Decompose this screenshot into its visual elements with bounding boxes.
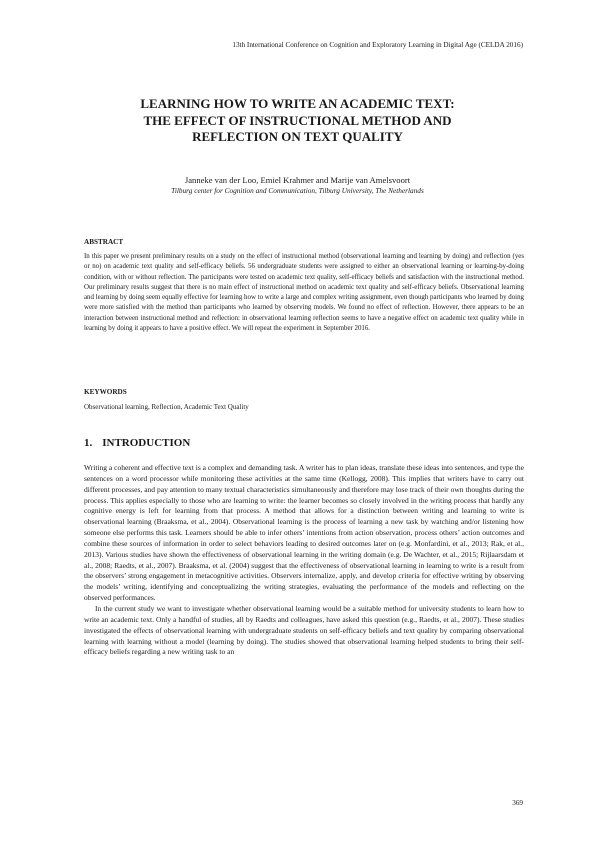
section-number: 1. (84, 437, 93, 449)
page-number: 369 (512, 799, 523, 807)
abstract-heading: ABSTRACT (84, 238, 124, 246)
keywords-text: Observational learning, Reflection, Academic Text Quality (84, 403, 249, 411)
paper-title-line: REFLECTION ON TEXT QUALITY (192, 129, 403, 144)
paper-title (60, 96, 535, 146)
paper-title-line: LEARNING HOW TO WRITE AN ACADEMIC TEXT: (140, 96, 455, 111)
body-paragraph: In the current study we want to investigate whether observational learning would be a suitable method for university students to learn how to write an academic text. Only a handful of studies, all by Raedts and colleagues, have asked this question (e.g., Raedts, et al., 2007). These studies investigated the effects of observational learning with undergraduate students on self-efficacy beliefs and text quality by comparing observational learning with learning without a model (learning by doing). The studies showed that observational learning helped students to bring their self-efficacy beliefs regarding a new writing task to an (84, 603, 524, 657)
introduction-body (84, 463, 524, 658)
abstract-text: In this paper we present preliminary results on a study on the effect of instructional method (observational learning and learning by doing) and reflection (yes or no) on academic text quality and self-efficacy beliefs. 56 undergraduate students were assigned to either an observational learning or learning-by-doing condition, with or without reflection. The participants were tested on academic text quality, self-efficacy beliefs and satisfaction with the instructional method. Our preliminary results suggest that there is no main effect of instructional method on academic text quality and self-efficacy beliefs. Observational learning and learning by doing seem equally effective for learning how to write a large and complex writing assignment, even though participants who learned by doing were more satisfied with the method than participants who learned by observing models. We found no effect of reflection. However, there appears to be an interaction between instructional method and reflection: in observational learning reflection seems to have a negative effect on academic text quality while in learning by doing it appears to have a positive effect. We will repeat the experiment in September 2016. (84, 253, 524, 333)
paper-title-line: THE EFFECT OF INSTRUCTIONAL METHOD AND (143, 112, 452, 128)
author-affiliation: Tilburg center for Cognition and Communication, Tilburg University, The Netherlands (171, 186, 424, 195)
author-list: Janneke van der Loo, Emiel Krahmer and Marije van Amelsvoort (184, 175, 411, 185)
section-title: INTRODUCTION (102, 437, 191, 449)
body-paragraph: Writing a coherent and effective text is a complex and demanding task. A writer has to plan ideas, translate these ideas into sentences, and type the sentences on a word processor while monitoring these activities at the same time (Kellogg, 2008). This implies that writers have to carry out different processes, and pay attention to many textual characteristics simultaneously and therefore may lose track of their own thoughts during the process. This applies especially to those who are learning to write: the learner becomes so closely involved in the writing process that hardly any cognitive energy is left for learning from that process. A method that allows for a distinction between writing and learning to write is observational learning (Braaksma, et al., 2004). Observational learning is the process of learning a new task by watching and/or listening how someone else performs this task. Learners should be able to infer others’ intentions from action observation, process others’ action outcomes and combine these sources of information in order to select behaviors leading to desired outcomes later on (e.g. Monfardini, et al., 2013; Rak, et al., 2013). Various studies have shown the effectiveness of observational learning in the writing domain (e.g. De Wachter, et al., 2015; Rijlaarsdam et al., 2008; Raedts, et al., 2007). Braaksma, et al. (2004) suggest that the effectiveness of observational learning in learning to write is a result from the observers’ strong engagement in metacognitive activities. Observers internalize, apply, and develop criteria for effective writing by observing the models’ writing, identifying and conceptualizing the writing strategies, evaluating the performance of the models and reflecting on the observed performances. (84, 463, 524, 603)
keywords-heading: KEYWORDS (84, 388, 127, 396)
running-header: 13th International Conference on Cognition and Exploratory Learning in Digital Age (CELDA 2016) (232, 41, 523, 49)
section-heading (84, 437, 190, 449)
